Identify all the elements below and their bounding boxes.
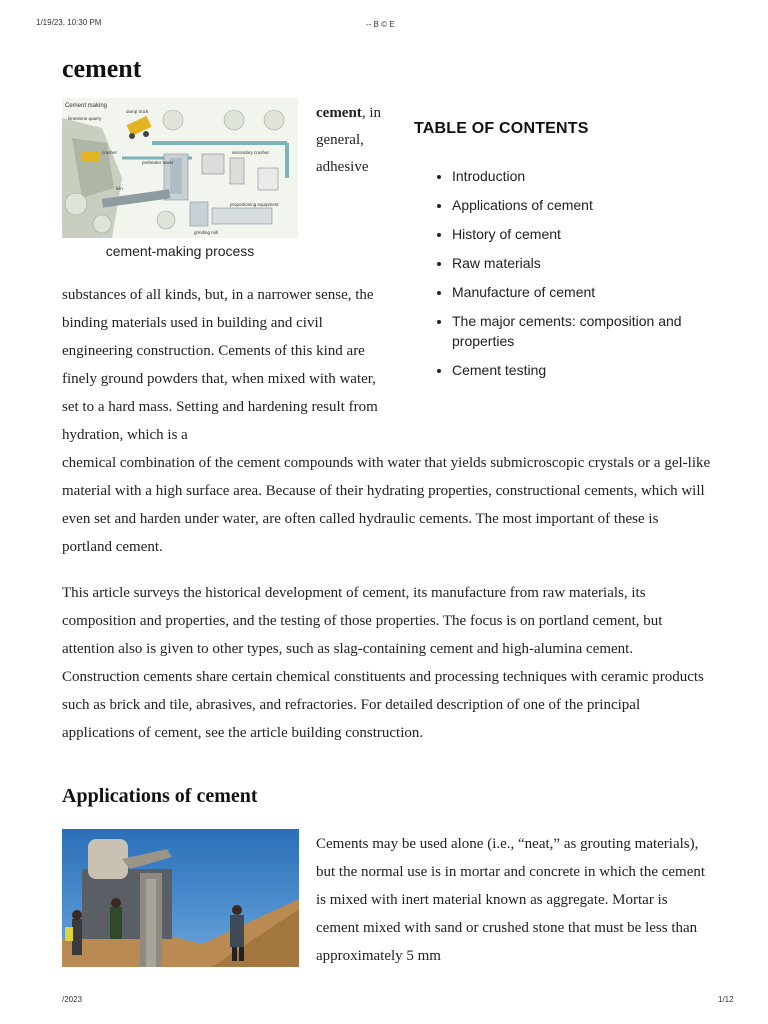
figure-caption: cement-making process [105,243,255,259]
toc-item-applications[interactable]: • Applications of cement [452,195,742,215]
header-center: -- B © E [366,20,395,29]
concrete-pouring-photo [62,829,299,967]
lead-rest: , in general, adhesive [316,105,381,175]
fig-label-cement-making: Cement making [65,103,108,109]
fig-label-proportioning: proportioning equipment [230,202,279,207]
page-title: cement [62,54,142,83]
footer-page-number: 1/12 [718,995,734,1004]
header-datetime: 1/19/23, 10:30 PM [36,18,102,27]
section-heading: Applications of cement [62,785,258,807]
toc-item-raw-materials[interactable]: • Raw materials [452,253,742,273]
fig-label-kiln: kiln [116,186,123,191]
body-paragraph-3: Cements may be used alone (i.e., “neat,” as grouting materials), but the normal use is in mortar and concrete in which the cement is mixed with inert material known as aggregate. Mortar is cement mixed with sand or crushed stone that must be less than approximately 5 mm [316,836,706,964]
toc-item-history[interactable]: • History of cement [452,224,742,244]
fig-label-grinding-mill: grinding mill [194,230,219,235]
lead-text [316,100,396,181]
toc-item-major-cements[interactable]: • The major cements: composition and properties [452,311,742,351]
toc-item-introduction[interactable]: • Introduction [452,166,742,186]
toc-title: TABLE OF CONTENTS [414,120,589,137]
fig-label-secondary-crusher: secondary crusher [232,150,270,155]
fig-label-preheater: preheater tower [142,160,174,165]
toc-item-testing[interactable]: • Cement testing [452,360,742,380]
fig-label-dump-truck: dump truck [126,109,149,114]
fig-label-crusher: crusher [102,150,118,155]
fig-label-quarry: limestone quarry [68,116,102,121]
cement-making-illustration [62,98,298,238]
body-paragraph-2: This article surveys the historical development of cement, its manufacture from raw materials, its composition and properties, and the testing of those properties. The focus is on portland cement, but attention also is given to other types, such as slag-containing cement and high-alumina cement. Construction cements share certain chemical constituents and processing techniques with ceramic products such as brick and tile, abrasives, and refractories. For detailed description of one of the principal applications of cement, see the article building construction. [62,585,704,741]
table-of-contents [416,166,742,389]
lead-bold-term: cement [316,105,362,121]
toc-item-manufacture[interactable]: • Manufacture of cement [452,282,742,302]
body-paragraph-1a: substances of all kinds, but, in a narrower sense, the binding materials used in building and civil engineering construction. Cements of this kind are finely ground powders that, when mixed with water, set to a hard mass. Setting and hardening result from hydration, which is a [62,287,378,443]
body-paragraph-1b: chemical combination of the cement compounds with water that yields submicroscopic crystals or a gel-like material with a high surface area. Because of their hydrating properties, constructional cements, which will even set and harden under water, are often called hydraulic cements. The most important of these is portland cement. [62,455,711,555]
footer-left: /2023 [62,995,83,1004]
